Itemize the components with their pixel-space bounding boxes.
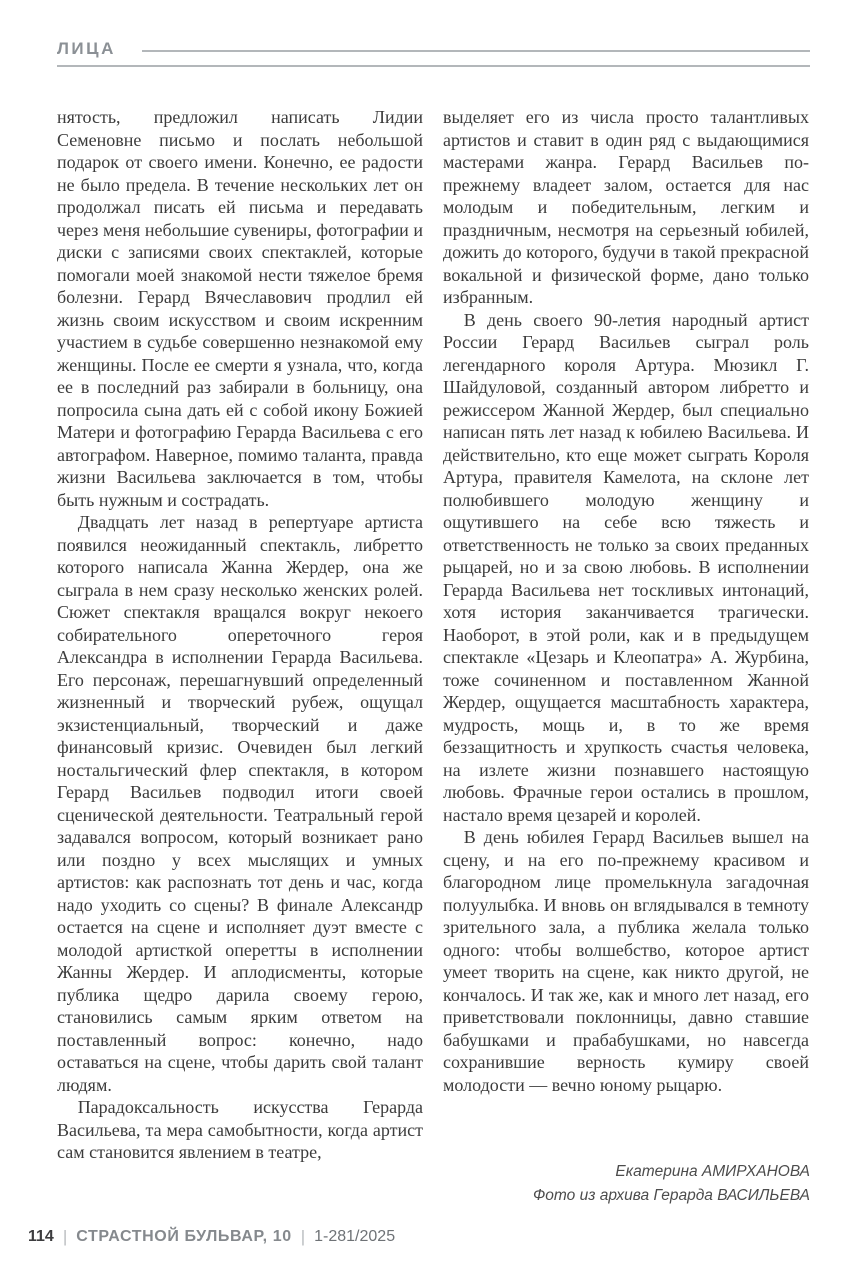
magazine-title: СТРАСТНОЙ БУЛЬВАР, 10 <box>76 1228 292 1245</box>
footer-separator: | <box>300 1227 306 1246</box>
paragraph: В день своего 90-летия народный артист России Герард Васильев сыграл роль легендарного короля Артура. Мюзикл Г. Шайдуловой, созданный автором либретто и режиссером Жанной Жердер, был специально написан пять лет назад к юбилею Васильева. И действительно, кто еще может сыграть Короля Артура, правителя Камелота, на склоне лет полюбившего молодую женщину и ощутившего на себе всю тяжесть и ответственность не только за своих преданных рыцарей, но и за свою любовь. В исполнении Герарда Васильева нет тоскливых интонаций, хотя история заканчивается трагически. Наоборот, в этой роли, как и в предыдущем спектакле «Цезарь и Клеопатра» А. Журбина, тоже сочиненном и поставленном Жанной Жердер, ощущается масштабность характера, мудрость, мощь и, в то же время беззащитность и хрупкость счастья человека, на излете жизни познавшего настоящую любовь. Фрачные герои остались в прошлом, настало время цезарей и королей. <box>443 309 809 825</box>
paragraph: Парадоксальность искусства Герарда Васильева, та мера самобытности, когда артист сам становится явлением в театре, <box>57 1097 423 1162</box>
header-rule-full <box>57 65 810 67</box>
paragraph: выделяет его из числа просто талантливых артистов и ставит в один ряд с выдающимися мастерами жанра. Герард Васильев по-прежнему владеет залом, остается для нас молодым и победительным, легким и праздничным, несмотря на серьезный юбилей, дожить до которого, будучи в такой прекрасной вокальной и физической форме, дано только избранным. <box>443 107 809 307</box>
text-column-right <box>443 106 809 1164</box>
article-body <box>57 106 810 1164</box>
byline-photo-credit: Фото из архива Герарда ВАСИЛЬЕВА <box>532 1187 810 1204</box>
section-label: ЛИЦА <box>57 39 116 58</box>
paragraph: нятость, предложил написать Лидии Семеновне письмо и послать небольшой подарок от своего имени. Конечно, ее радости не было предела. В течение нескольких лет он продолжал писать ей письма и передавать через меня небольшие сувениры, фотографии и диски с записями своих спектаклей, которые помогали моей знакомой нести тяжелое бремя болезни. Герард Вячеславович продлил ей жизнь своим искусством и своим искренним участием в судьбе совершенно незнакомой ему женщины. После ее смерти я узнала, что, когда ее в последний раз забирали в больницу, она попросила сына дать ей с собой икону Божией Матери и фотографию Герарда Васильева с его автографом. Наверное, помимо таланта, правда жизни Васильева заключается в том, чтобы быть нужным и сострадать. <box>57 107 423 510</box>
page-header <box>57 40 810 67</box>
paragraph: В день юбилея Герард Васильев вышел на сцену, и на его по-прежнему красивом и благородном лице промелькнула загадочная полуулыбка. И вновь он вглядывался в темноту зрительного зала, а публика желала только одного: чтобы волшебство, которое артист умеет творить на сцене, как никто другой, не кончалось. И так же, как и много лет назад, его приветствовали поклонницы, давно ставшие бабушками и прабабушками, но навсегда сохранившие верность кумиру своей молодости — вечно юному рыцарю. <box>443 827 809 1095</box>
paragraph: Двадцать лет назад в репертуаре артиста появился неожиданный спектакль, либретто которого написала Жанна Жердер, она же сыграла в нем сразу несколько женских ролей. Сюжет спектакля вращался вокруг некоего собирательного опереточного героя Александра в исполнении Герарда Васильева. Его персонаж, перешагнувший определенный жизненный и творческий рубеж, ощущал экзистенциальный, творческий и даже финансовый кризис. Очевиден был легкий ностальгический флер спектакля, в котором Герард Васильев подводил итоги своей сценической деятельности. Театральный герой задавался вопросом, который возникает рано или поздно у всех мыслящих и умных артистов: как распознать тот день и час, когда надо уходить со сцены? В финале Александр остается на сцене и исполняет дуэт вместе с молодой артисткой оперетты в исполнении Жанны Жердер. И аплодисменты, которые публика щедро дарила своему герою, становились самым ярким ответом на поставленный вопрос: конечно, надо оставаться на сцене, чтобы дарить свой талант людям. <box>57 512 423 1095</box>
text-column-left <box>57 106 423 1164</box>
footer-separator: | <box>62 1227 68 1246</box>
byline-author: Екатерина АМИРХАНОВА <box>615 1163 810 1180</box>
page-number: 114 <box>28 1228 54 1245</box>
header-rule-short <box>142 50 810 52</box>
issue-number: 1-281/2025 <box>314 1228 396 1245</box>
page-footer <box>28 1227 395 1247</box>
byline <box>310 1160 810 1208</box>
